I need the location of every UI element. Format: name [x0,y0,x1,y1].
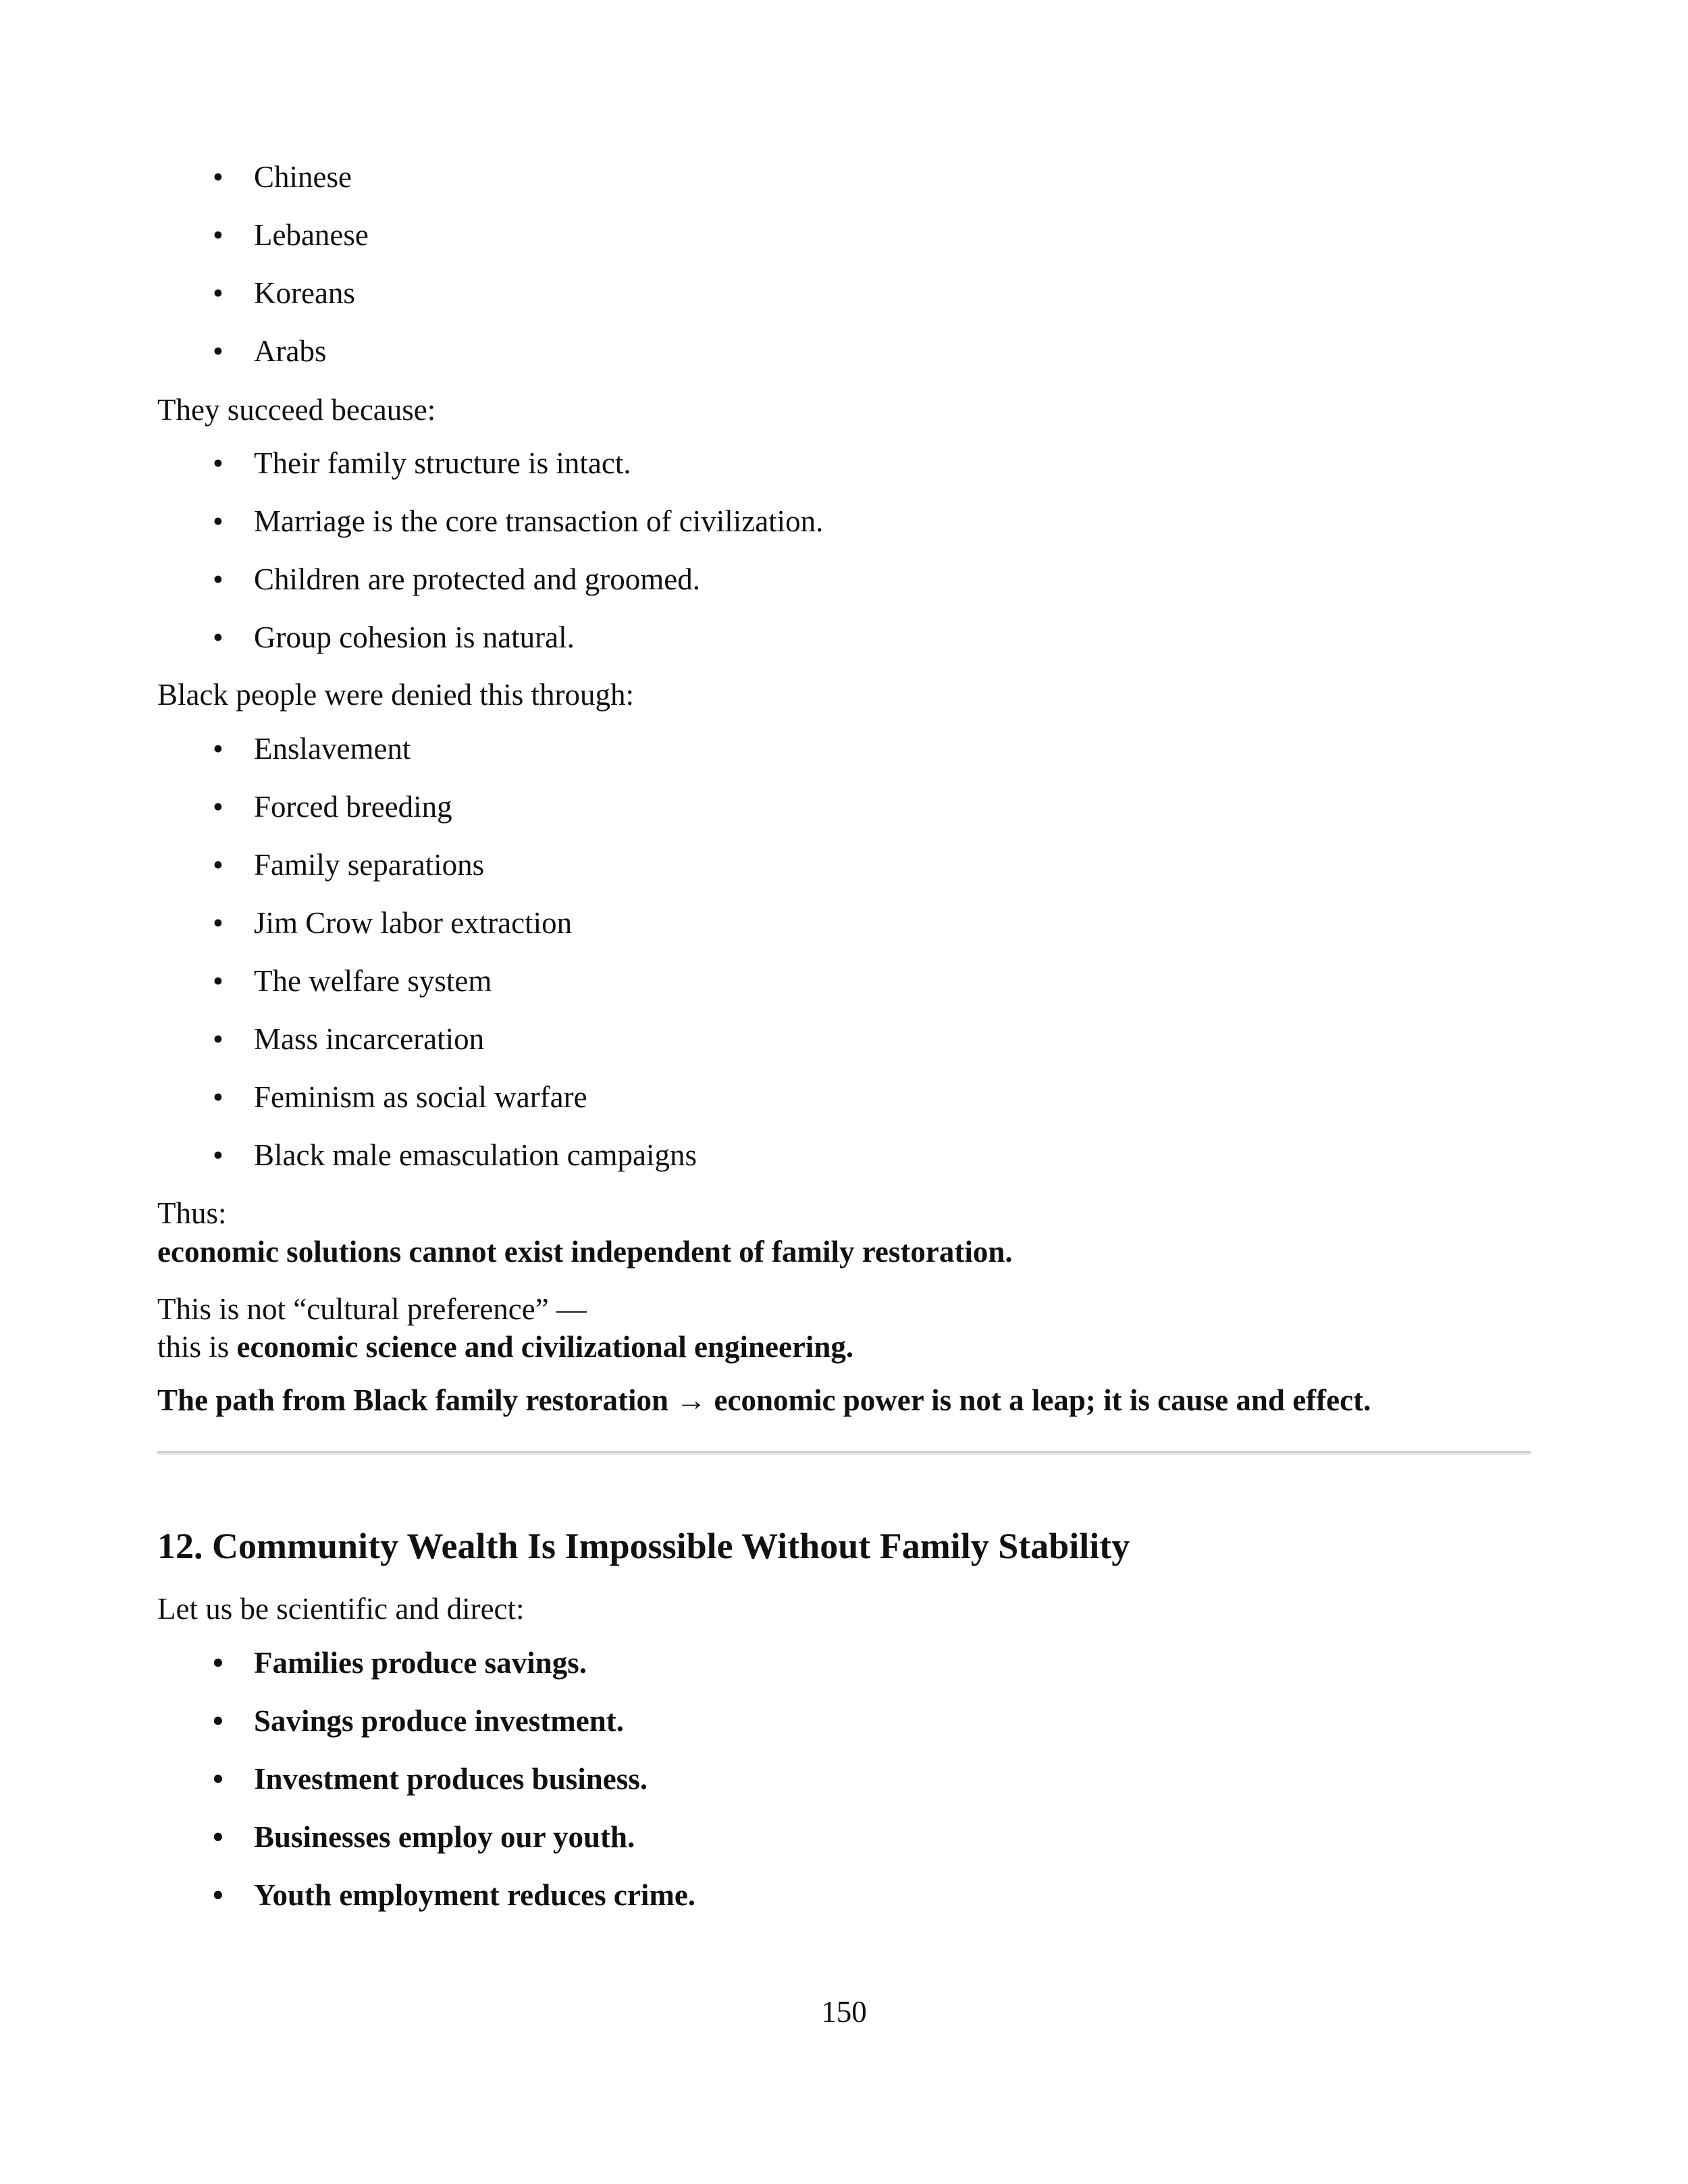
denied-intro: Black people were denied this through: [157,678,635,712]
bullet-icon: • [213,1022,223,1056]
bullet-icon: • [213,732,223,766]
list-item: • Savings produce investment. [209,1692,695,1750]
section-heading: 12. Community Wealth Is Impossible Without Family Stability [157,1526,1130,1566]
this-is-bold: economic science and civilizational engineering. [236,1330,854,1364]
bullet-icon: • [213,1704,223,1738]
this-is-line [157,1328,853,1366]
bullet-icon: • [213,790,223,824]
bullet-icon: • [213,1138,223,1172]
list-item: • Jim Crow labor extraction [209,894,697,952]
list-item: • Youth employment reduces crime. [209,1866,695,1924]
section-divider [157,1451,1531,1455]
reasons-list [209,434,823,666]
denied-list [209,720,697,1184]
list-item: • Businesses employ our youth. [209,1808,695,1866]
not-preference-line: This is not “cultural preference” — [157,1292,587,1326]
bullet-icon: • [213,446,223,480]
list-item: • Investment produces business. [209,1750,695,1808]
bullet-icon: • [213,562,223,596]
list-item: • Feminism as social warfare [209,1068,697,1126]
ethnic-groups-list [209,148,369,380]
section-intro: Let us be scientific and direct: [157,1592,525,1626]
list-item: • Arabs [209,322,369,380]
bullet-icon: • [213,1878,223,1912]
bullet-icon: • [213,334,223,368]
causal-chain-list [209,1634,695,1924]
list-item: • Lebanese [209,206,369,264]
bullet-icon: • [213,964,223,998]
list-item: • Mass incarceration [209,1010,697,1068]
bullet-icon: • [213,1080,223,1114]
page-number: 150 [821,1995,867,2029]
list-item: • Their family structure is intact. [209,434,823,492]
reasons-intro: They succeed because: [157,393,436,427]
list-item: • Koreans [209,264,369,322]
bullet-icon: • [213,1820,223,1854]
bullet-icon: • [213,276,223,310]
list-item: • Forced breeding [209,778,697,836]
list-item: • Family separations [209,836,697,894]
thus-label: Thus: [157,1196,227,1230]
bullet-icon: • [213,504,223,538]
bullet-icon: • [213,848,223,882]
list-item: • Families produce savings. [209,1634,695,1692]
bullet-icon: • [213,218,223,252]
list-item: • Black male emasculation campaigns [209,1126,697,1184]
bullet-icon: • [213,906,223,940]
bullet-icon: • [213,1646,223,1680]
list-item: • Marriage is the core transaction of civilization. [209,492,823,550]
this-is-prefix: this is [157,1330,237,1364]
bullet-icon: • [213,620,223,654]
conclusion-statement: economic solutions cannot exist independent of family restoration. [157,1235,1013,1269]
list-item: • The welfare system [209,952,697,1010]
path-statement: The path from Black family restoration → economic power is not a leap; it is cause and effect. [157,1383,1371,1417]
list-item: • Chinese [209,148,369,206]
list-item: • Children are protected and groomed. [209,550,823,608]
bullet-icon: • [213,160,223,194]
bullet-icon: • [213,1762,223,1796]
list-item: • Group cohesion is natural. [209,608,823,666]
list-item: • Enslavement [209,720,697,778]
